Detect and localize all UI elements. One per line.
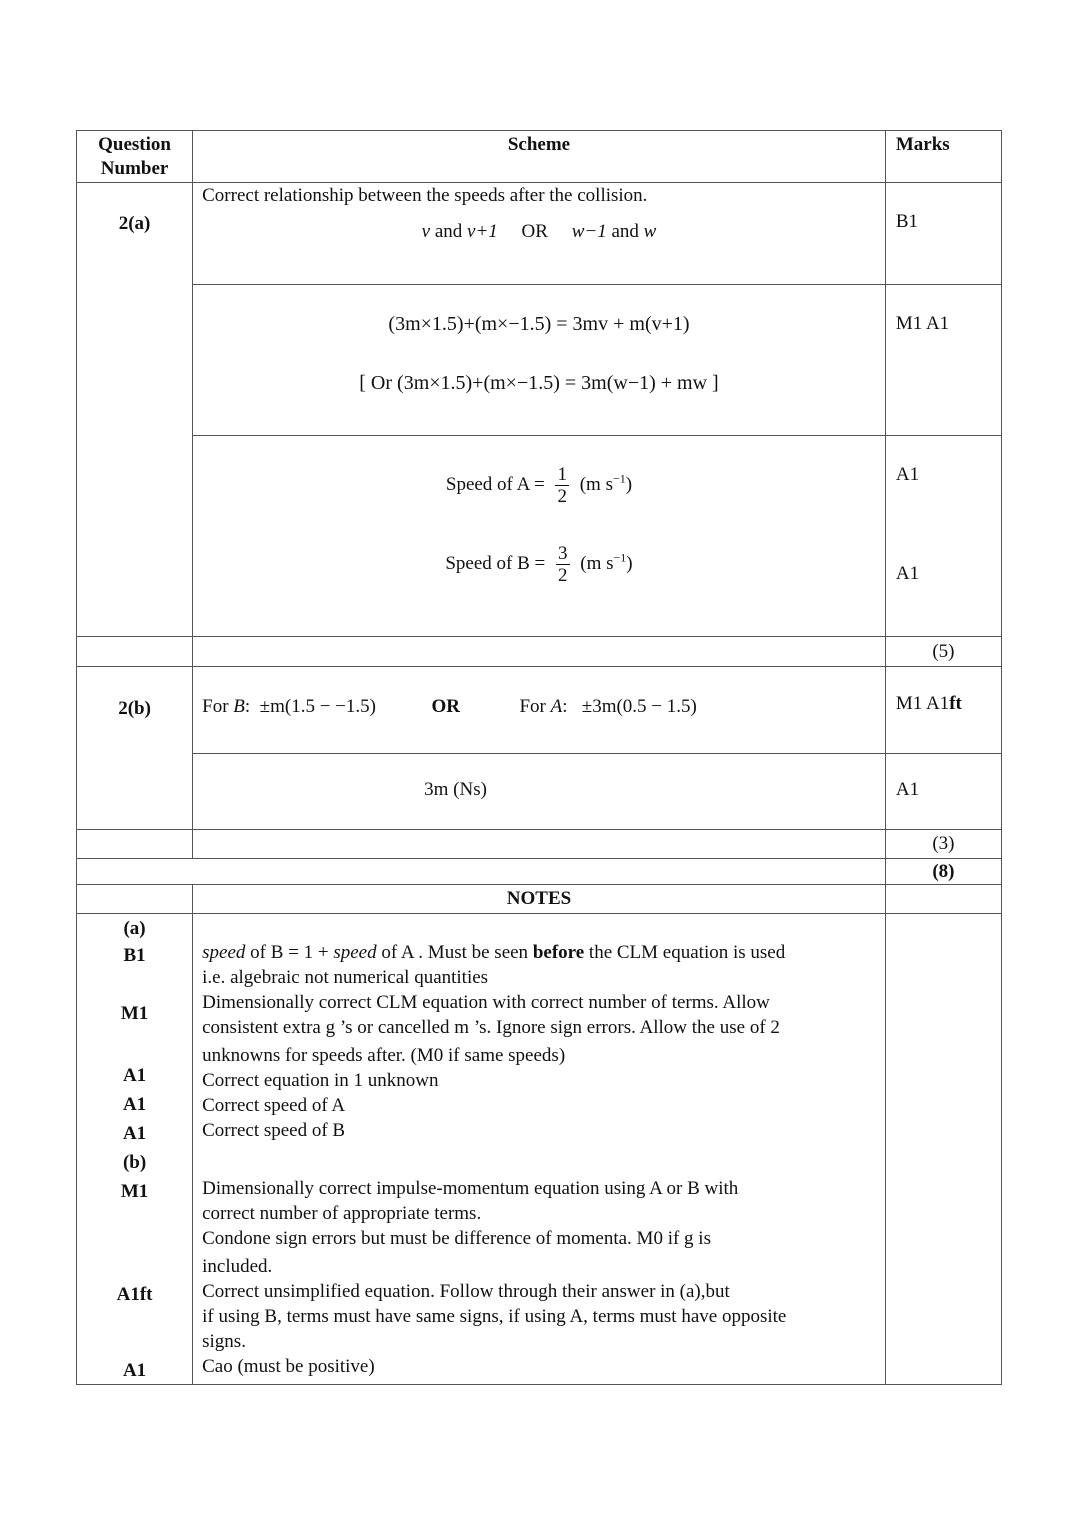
notes-b1-line1 — [202, 914, 877, 965]
speed-a-unit: (m s — [579, 473, 613, 495]
notes-header-empty-1 — [77, 885, 193, 914]
speed-b-unit-close: ) — [626, 552, 633, 574]
q2a-label: 2(a) — [118, 213, 151, 234]
for-a-var: A — [550, 696, 563, 717]
notes-label-b: (b) — [122, 1152, 147, 1173]
q2b-mark1 — [896, 667, 1001, 715]
b1-speed-1: speed — [202, 942, 246, 963]
speed-b-den: 2 — [558, 565, 568, 586]
notes-m1-line1: Dimensionally correct CLM equation with correct number of terms. Allow — [202, 992, 770, 1013]
notes-bm1-line3: Condone sign errors but must be difference of momenta. M0 if g is — [202, 1228, 711, 1249]
q2a-total: (5) — [885, 637, 1001, 667]
header-scheme: Scheme — [193, 131, 886, 183]
q2b-total-empty-1 — [77, 830, 193, 859]
b1-post: the CLM equation is used — [584, 942, 786, 963]
q2a-speed-b — [193, 507, 885, 586]
notes-body-row — [77, 914, 1002, 1385]
notes-label-a1-cao: A1 — [122, 1360, 147, 1381]
speed-b-fraction — [556, 543, 570, 586]
b1-mid3: of A . Must be seen — [376, 942, 533, 963]
q2b-impulse-cell — [193, 667, 886, 754]
q2a-mark-b: A1 — [895, 563, 920, 584]
notes-label-m1: M1 — [120, 1003, 149, 1024]
notes-label-a1ft: A1ft — [116, 1284, 153, 1305]
notes-labels-cell — [77, 914, 193, 1385]
q2b-label: 2(b) — [118, 698, 151, 719]
notes-text-cell — [193, 914, 886, 1385]
rel-and-1: and — [434, 221, 463, 242]
for-b-label: For — [202, 696, 229, 717]
q2a-clm-cell — [193, 285, 886, 436]
q2a-intro: Correct relationship between the speeds after the collision. — [202, 185, 648, 206]
speed-a-num: 1 — [557, 464, 567, 485]
rel-w-minus-1: w−1 — [571, 221, 607, 242]
notes-a1-eq: Correct equation in 1 unknown — [202, 1070, 439, 1091]
notes-a1ft-line2: if using B, terms must have same signs, if using A, terms must have opposite — [202, 1306, 787, 1327]
speed-a-fraction — [555, 464, 569, 507]
q2b-total-empty-2 — [193, 830, 886, 859]
q2b-label-cell — [77, 667, 193, 830]
notes-bm1-line2: correct number of appropriate terms. — [202, 1203, 482, 1224]
q2a-row-speeds — [77, 436, 1002, 637]
for-b-expr: ±m(1.5 − −1.5) — [259, 696, 376, 717]
grand-total: (8) — [885, 859, 1001, 885]
q2a-mark-a: A1 — [895, 464, 920, 485]
rel-w: w — [643, 221, 657, 242]
q2a-mark2: M1 A1 — [895, 313, 950, 334]
q2b-mark1-a: M1 A1 — [895, 693, 950, 714]
q2a-row-clm — [77, 285, 1002, 436]
notes-label-b1: B1 — [123, 945, 146, 966]
q2a-equation-2: [ Or (3m×1.5)+(m×−1.5) = 3m(w−1) + mw ] — [359, 372, 719, 394]
speed-b-unit: (m s — [580, 552, 614, 574]
q2a-total-row — [77, 637, 1002, 667]
notes-a1-speed-b: Correct speed of B — [202, 1120, 346, 1141]
grand-total-empty — [77, 859, 886, 885]
q2b-mark1-cell — [885, 667, 1001, 754]
notes-m1-line2: consistent extra g ’s or cancelled m ’s. Ignore sign errors. Allow the use of 2 — [202, 1017, 780, 1038]
b1-before: before — [532, 942, 585, 963]
q2b-or: OR — [431, 696, 460, 717]
mark-scheme-table — [76, 130, 1002, 1385]
q2b-row-answer — [77, 754, 1002, 830]
q2a-total-empty-1 — [77, 637, 193, 667]
notes-label-a1-eq: A1 — [122, 1065, 147, 1086]
q2b-mark2-cell — [885, 754, 1001, 830]
notes-title: NOTES — [193, 885, 886, 914]
q2b-impulse: For B: ±m(1.5 − −1.5) OR For A: ±3m(0.5 − 1.5) — [202, 696, 697, 717]
q2b-row-impulse — [77, 667, 1002, 754]
q2a-mark1-cell — [885, 183, 1001, 285]
notes-a1ft-line1: Correct unsimplified equation. Follow through their answer in (a),but — [202, 1281, 730, 1302]
q2a-row-relationship — [77, 183, 1002, 285]
q2a-speeds-cell — [193, 436, 886, 637]
grand-total-row — [77, 859, 1002, 885]
notes-a1ft-line3: signs. — [202, 1331, 246, 1352]
q2a-equation-1: (3m×1.5)+(m×−1.5) = 3mv + m(v+1) — [388, 313, 690, 335]
speed-b-label: Speed of B = — [445, 552, 546, 574]
notes-a1-cao: Cao (must be positive) — [202, 1356, 375, 1377]
rel-v-plus-1: v+1 — [467, 221, 498, 242]
q2a-relationship — [193, 221, 885, 243]
rel-v: v — [421, 221, 431, 242]
rel-and-2: and — [611, 221, 639, 242]
q2b-mark1-ft: ft — [949, 693, 962, 714]
q2a-mark2-cell — [885, 285, 1001, 436]
notes-label-a1-speed-b: A1 — [122, 1123, 147, 1144]
header-row — [77, 131, 1002, 183]
q2a-relationship-cell — [193, 183, 886, 285]
notes-bm1-line4: included. — [202, 1256, 273, 1277]
notes-header-row — [77, 885, 1002, 914]
q2b-mark2: A1 — [895, 779, 920, 800]
q2a-total-empty-2 — [193, 637, 886, 667]
q2a-mark1: B1 — [895, 211, 919, 232]
notes-bm1-line1: Dimensionally correct impulse-momentum equation using A or B with — [202, 1178, 739, 1199]
speed-b-num: 3 — [558, 543, 568, 564]
notes-label-bm1: M1 — [120, 1181, 149, 1202]
speed-a-unit-exp: −1 — [612, 471, 626, 486]
header-question-text: Question Number — [98, 134, 171, 179]
header-question-number — [77, 131, 193, 183]
speed-a-den: 2 — [557, 486, 567, 507]
speed-a-label: Speed of A = — [445, 473, 545, 495]
notes-label-a1-speed-a: A1 — [122, 1094, 147, 1115]
q2b-answer: 3m (Ns) — [424, 779, 487, 800]
notes-b1-line2: i.e. algebraic not numerical quantities — [202, 967, 489, 988]
header-marks: Marks — [885, 131, 1001, 183]
b1-mid1: of B = 1 + — [245, 942, 334, 963]
notes-marks-empty — [885, 914, 1001, 1385]
q2a-label-cell — [77, 183, 193, 637]
rel-or: OR — [521, 221, 548, 242]
speed-b-unit-exp: −1 — [613, 550, 627, 565]
for-a-expr: ±3m(0.5 − 1.5) — [581, 696, 697, 717]
notes-a1-speed-a: Correct speed of A — [202, 1095, 346, 1116]
q2a-speed-a — [193, 436, 885, 507]
notes-label-a: (a) — [123, 918, 146, 939]
for-a-label: For — [519, 696, 546, 717]
q2a-mark-speeds-cell — [885, 436, 1001, 637]
notes-header-empty-3 — [885, 885, 1001, 914]
speed-a-unit-close: ) — [625, 473, 633, 495]
q2b-total-row — [77, 830, 1002, 859]
for-b-var: B — [233, 696, 245, 717]
q2b-total: (3) — [885, 830, 1001, 859]
b1-speed-2: speed — [333, 942, 377, 963]
q2b-answer-cell — [193, 754, 886, 830]
notes-m1-line3: unknowns for speeds after. (M0 if same speeds) — [202, 1045, 566, 1066]
